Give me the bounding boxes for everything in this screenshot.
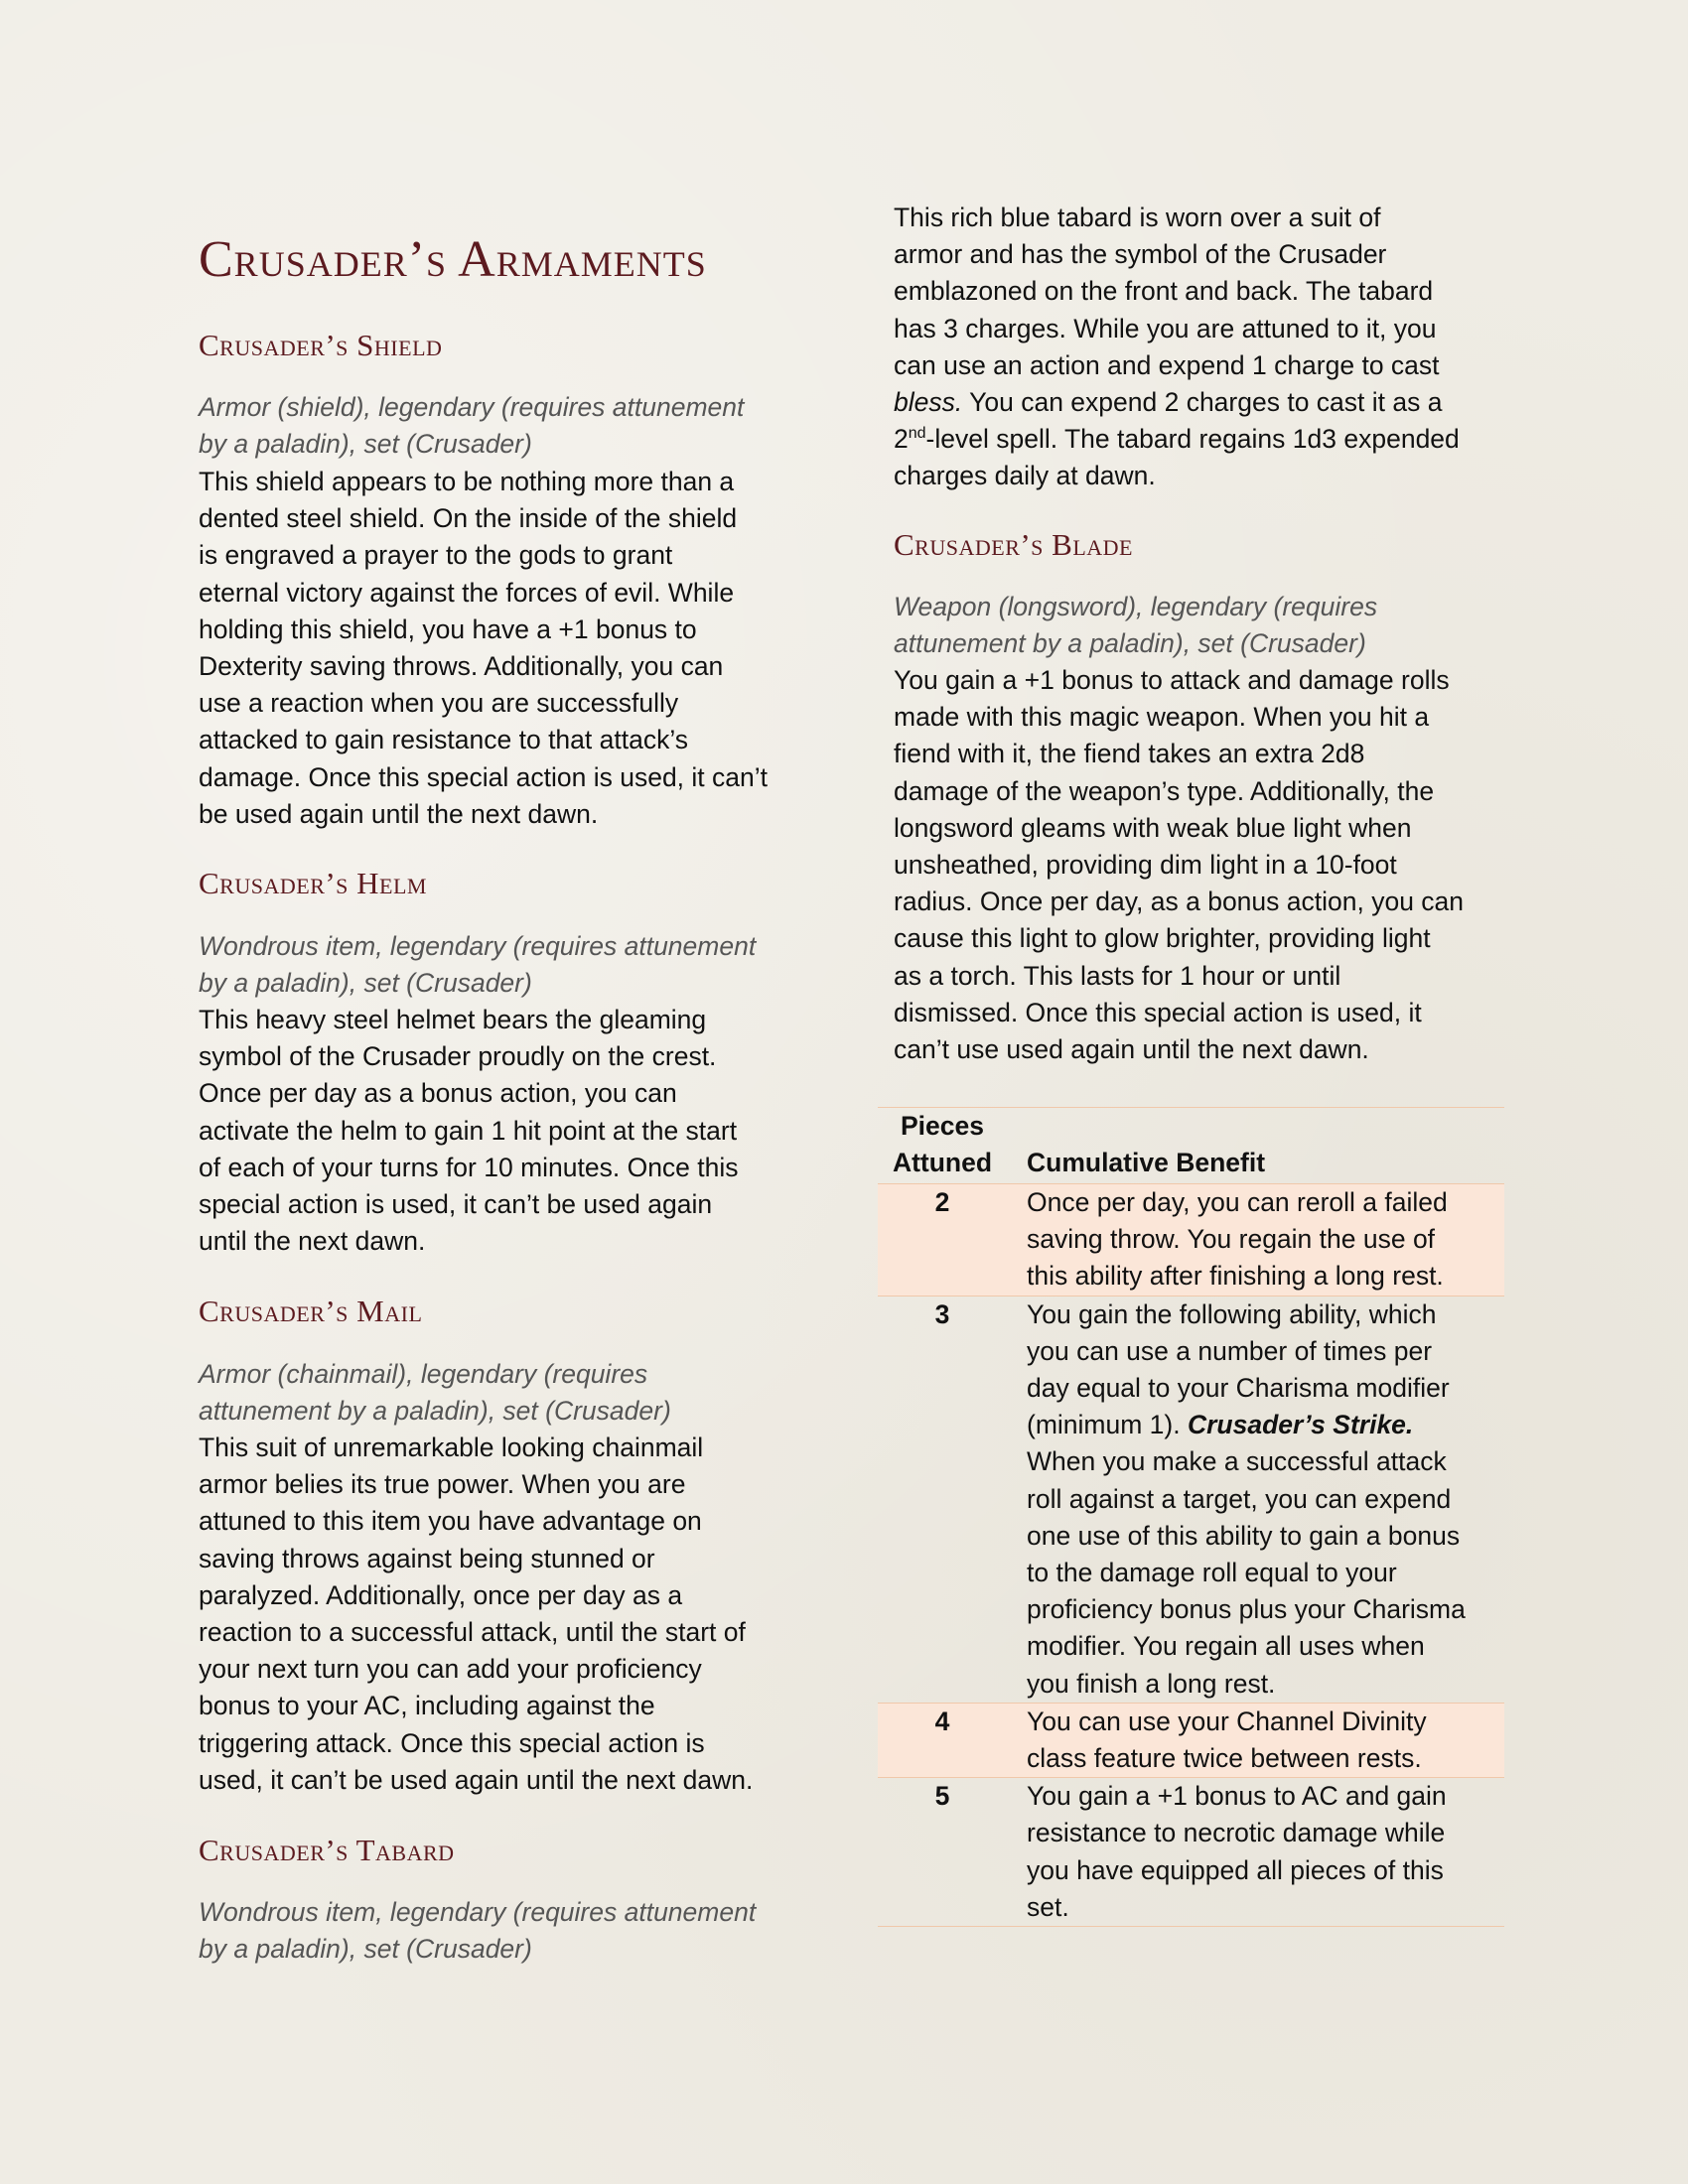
ordinal-suffix: nd [908,425,926,443]
set-benefit-table [878,1107,1504,1927]
subtitle-line: Armor (shield), legendary (requires attunement [199,392,745,422]
benefit-cell [1027,1704,1504,1777]
helm-heading: Crusader’s Helm [199,866,427,900]
spell-name: bless. [894,387,963,418]
body-line: dented steel shield. On the inside of the shield [199,503,738,534]
body-line: can use an action and expend 1 charge to cast [894,349,1440,380]
cell-line: When you make a successful attack [1027,1446,1447,1477]
subtitle-line: Weapon (longsword), legendary (requires [894,592,1378,621]
cell-line: you have equipped all pieces of this [1027,1854,1444,1885]
body-line: damage of the weapon’s type. Additionally, the [894,775,1435,806]
blade-heading: Crusader’s Blade [894,527,1133,562]
benefit-cell [1027,1184,1504,1296]
cell-line: You can use your Channel Divinity [1027,1706,1427,1736]
helm-subtitle [199,928,756,1002]
ability-name: Crusader’s Strike. [1187,1410,1414,1440]
body-line: charges daily at dawn. [894,461,1156,491]
cell-line: this ability after finishing a long rest. [1027,1261,1444,1292]
body-line: This rich blue tabard is worn over a suit of [894,203,1381,232]
table-row [878,1183,1504,1296]
page-title: Crusader’s Armaments [199,231,707,288]
body-line: emblazoned on the front and back. The tabard [894,276,1434,307]
body-line: Dexterity saving throws. Additionally, you can [199,651,724,682]
helm-description [199,1002,739,1260]
subtitle-line: by a paladin), set (Crusader) [199,429,532,460]
body-line: This heavy steel helmet bears the gleaming [199,1005,707,1034]
body-line: attuned to this item you have advantage on [199,1506,702,1537]
subtitle-line: Wondrous item, legendary (requires attunement [199,931,757,961]
body-line: armor belies its true power. When you are [199,1469,686,1500]
body-line: has 3 charges. While you are attuned to it, you [894,313,1437,343]
cell-line: one use of this ability to gain a bonus [1027,1520,1461,1551]
cell-line: roll against a target, you can expend [1027,1483,1452,1514]
body-line: as a torch. This lasts for 1 hour or until [894,960,1341,991]
body-line: special action is used, it can’t be used again [199,1189,713,1220]
tabard-subtitle [199,1894,756,1968]
body-line: This shield appears to be nothing more than a [199,467,735,496]
table-header [878,1107,1504,1183]
body-line: fiend with it, the fiend takes an extra 2d8 [894,739,1365,769]
cell-line: You gain the following ability, which [1027,1298,1437,1329]
body-line [894,384,1460,421]
body-line: attacked to gain resistance to that attack’s [199,725,688,755]
body-line: damage. Once this special action is used, it can’t [199,761,768,792]
header-line: Attuned [892,1148,993,1178]
body-line [894,421,1460,458]
body-line: Once per day as a bonus action, you can [199,1078,677,1109]
mail-description [199,1430,753,1799]
body-fragment: -level spell. The tabard regains 1d3 expended [925,424,1460,455]
body-line: until the next dawn. [199,1226,426,1257]
cumulative-benefit-header: Cumulative Benefit [1027,1148,1266,1177]
body-line: dismissed. Once this special action is used, it [894,997,1422,1027]
body-line: radius. Once per day, as a bonus action, you can [894,887,1465,917]
body-line: be used again until the next dawn. [199,798,599,829]
benefit-cell [1027,1297,1504,1703]
table-row [878,1777,1504,1926]
tabard-heading: Crusader’s Tabard [199,1833,455,1867]
shield-heading: Crusader’s Shield [199,328,443,362]
pieces-cell: 3 [934,1298,950,1329]
blade-subtitle [894,589,1377,662]
body-line: made with this magic weapon. When you hit a [894,702,1430,733]
mail-heading: Crusader’s Mail [199,1294,423,1328]
cell-line: you finish a long rest. [1027,1668,1276,1699]
pieces-cell: 5 [934,1781,950,1812]
cell-line: Once per day, you can reroll a failed [1027,1187,1448,1217]
body-line: longsword gleams with weak blue light when [894,812,1412,843]
body-line: used, it can’t be used again until the next dawn. [199,1764,754,1795]
body-line: your next turn you can add your proficiency [199,1654,702,1685]
subtitle-line: by a paladin), set (Crusader) [199,968,532,999]
body-line: of each of your turns for 10 minutes. Once this [199,1152,739,1182]
body-line: symbol of the Crusader proudly on the crest. [199,1041,717,1072]
cell-line: modifier. You regain all uses when [1027,1631,1425,1662]
subtitle-line: Armor (chainmail), legendary (requires [199,1359,648,1389]
mail-subtitle [199,1356,671,1430]
tabard-description [894,200,1460,495]
subtitle-line: attunement by a paladin), set (Crusader) [894,628,1366,659]
body-fragment: You can expend 2 charges to cast it as a [962,387,1443,418]
body-line: reaction to a successful attack, until the start of [199,1617,746,1648]
body-line: This suit of unremarkable looking chainmail [199,1433,704,1462]
body-line: cause this light to glow brighter, providing light [894,923,1431,954]
cell-line: class feature twice between rests. [1027,1743,1422,1774]
table-row [878,1703,1504,1777]
body-line: You gain a +1 bonus to attack and damage rolls [894,665,1450,695]
header-line: Pieces [901,1111,984,1141]
cell-line [1027,1407,1504,1443]
cell-line: to the damage roll equal to your [1027,1558,1397,1588]
shield-description [199,464,768,833]
body-line: is engraved a prayer to the gods to grant [199,540,673,571]
cell-line: saving throw. You regain the use of [1027,1224,1436,1255]
body-line: paralyzed. Additionally, once per day as a [199,1579,683,1610]
cell-line: resistance to necrotic damage while [1027,1818,1446,1848]
pieces-attuned-header [878,1108,1007,1181]
spell-level-number: 2 [894,424,909,455]
cell-line: day equal to your Charisma modifier [1027,1373,1450,1404]
table-bottom-rule [878,1926,1504,1927]
body-line: saving throws against being stunned or [199,1543,655,1573]
shield-subtitle [199,389,744,463]
subtitle-line: attunement by a paladin), set (Crusader) [199,1396,671,1427]
subtitle-line: Wondrous item, legendary (requires attunement [199,1897,757,1927]
subtitle-line: by a paladin), set (Crusader) [199,1934,532,1965]
table-row [878,1296,1504,1703]
cell-line: proficiency bonus plus your Charisma [1027,1594,1466,1625]
blade-description [894,662,1464,1068]
cell-line: you can use a number of times per [1027,1335,1433,1366]
pieces-cell: 4 [934,1706,950,1736]
cell-line: You gain a +1 bonus to AC and gain [1027,1781,1447,1812]
body-line: activate the helm to gain 1 hit point at the start [199,1115,738,1146]
body-line: bonus to your AC, including against the [199,1691,655,1721]
body-line: eternal victory against the forces of evil. While [199,577,735,608]
cell-line: set. [1027,1891,1069,1922]
body-line: armor and has the symbol of the Crusader [894,239,1387,270]
body-line: use a reaction when you are successfully [199,688,679,719]
body-line: triggering attack. Once this special action is [199,1727,705,1758]
cell-fragment: (minimum 1). [1027,1410,1188,1440]
body-line: holding this shield, you have a +1 bonus to [199,614,697,644]
body-line: can’t use used again until the next dawn. [894,1034,1369,1065]
body-line: unsheathed, providing dim light in a 10-foot [894,850,1397,881]
pieces-cell: 2 [934,1187,950,1217]
benefit-cell [1027,1778,1504,1926]
